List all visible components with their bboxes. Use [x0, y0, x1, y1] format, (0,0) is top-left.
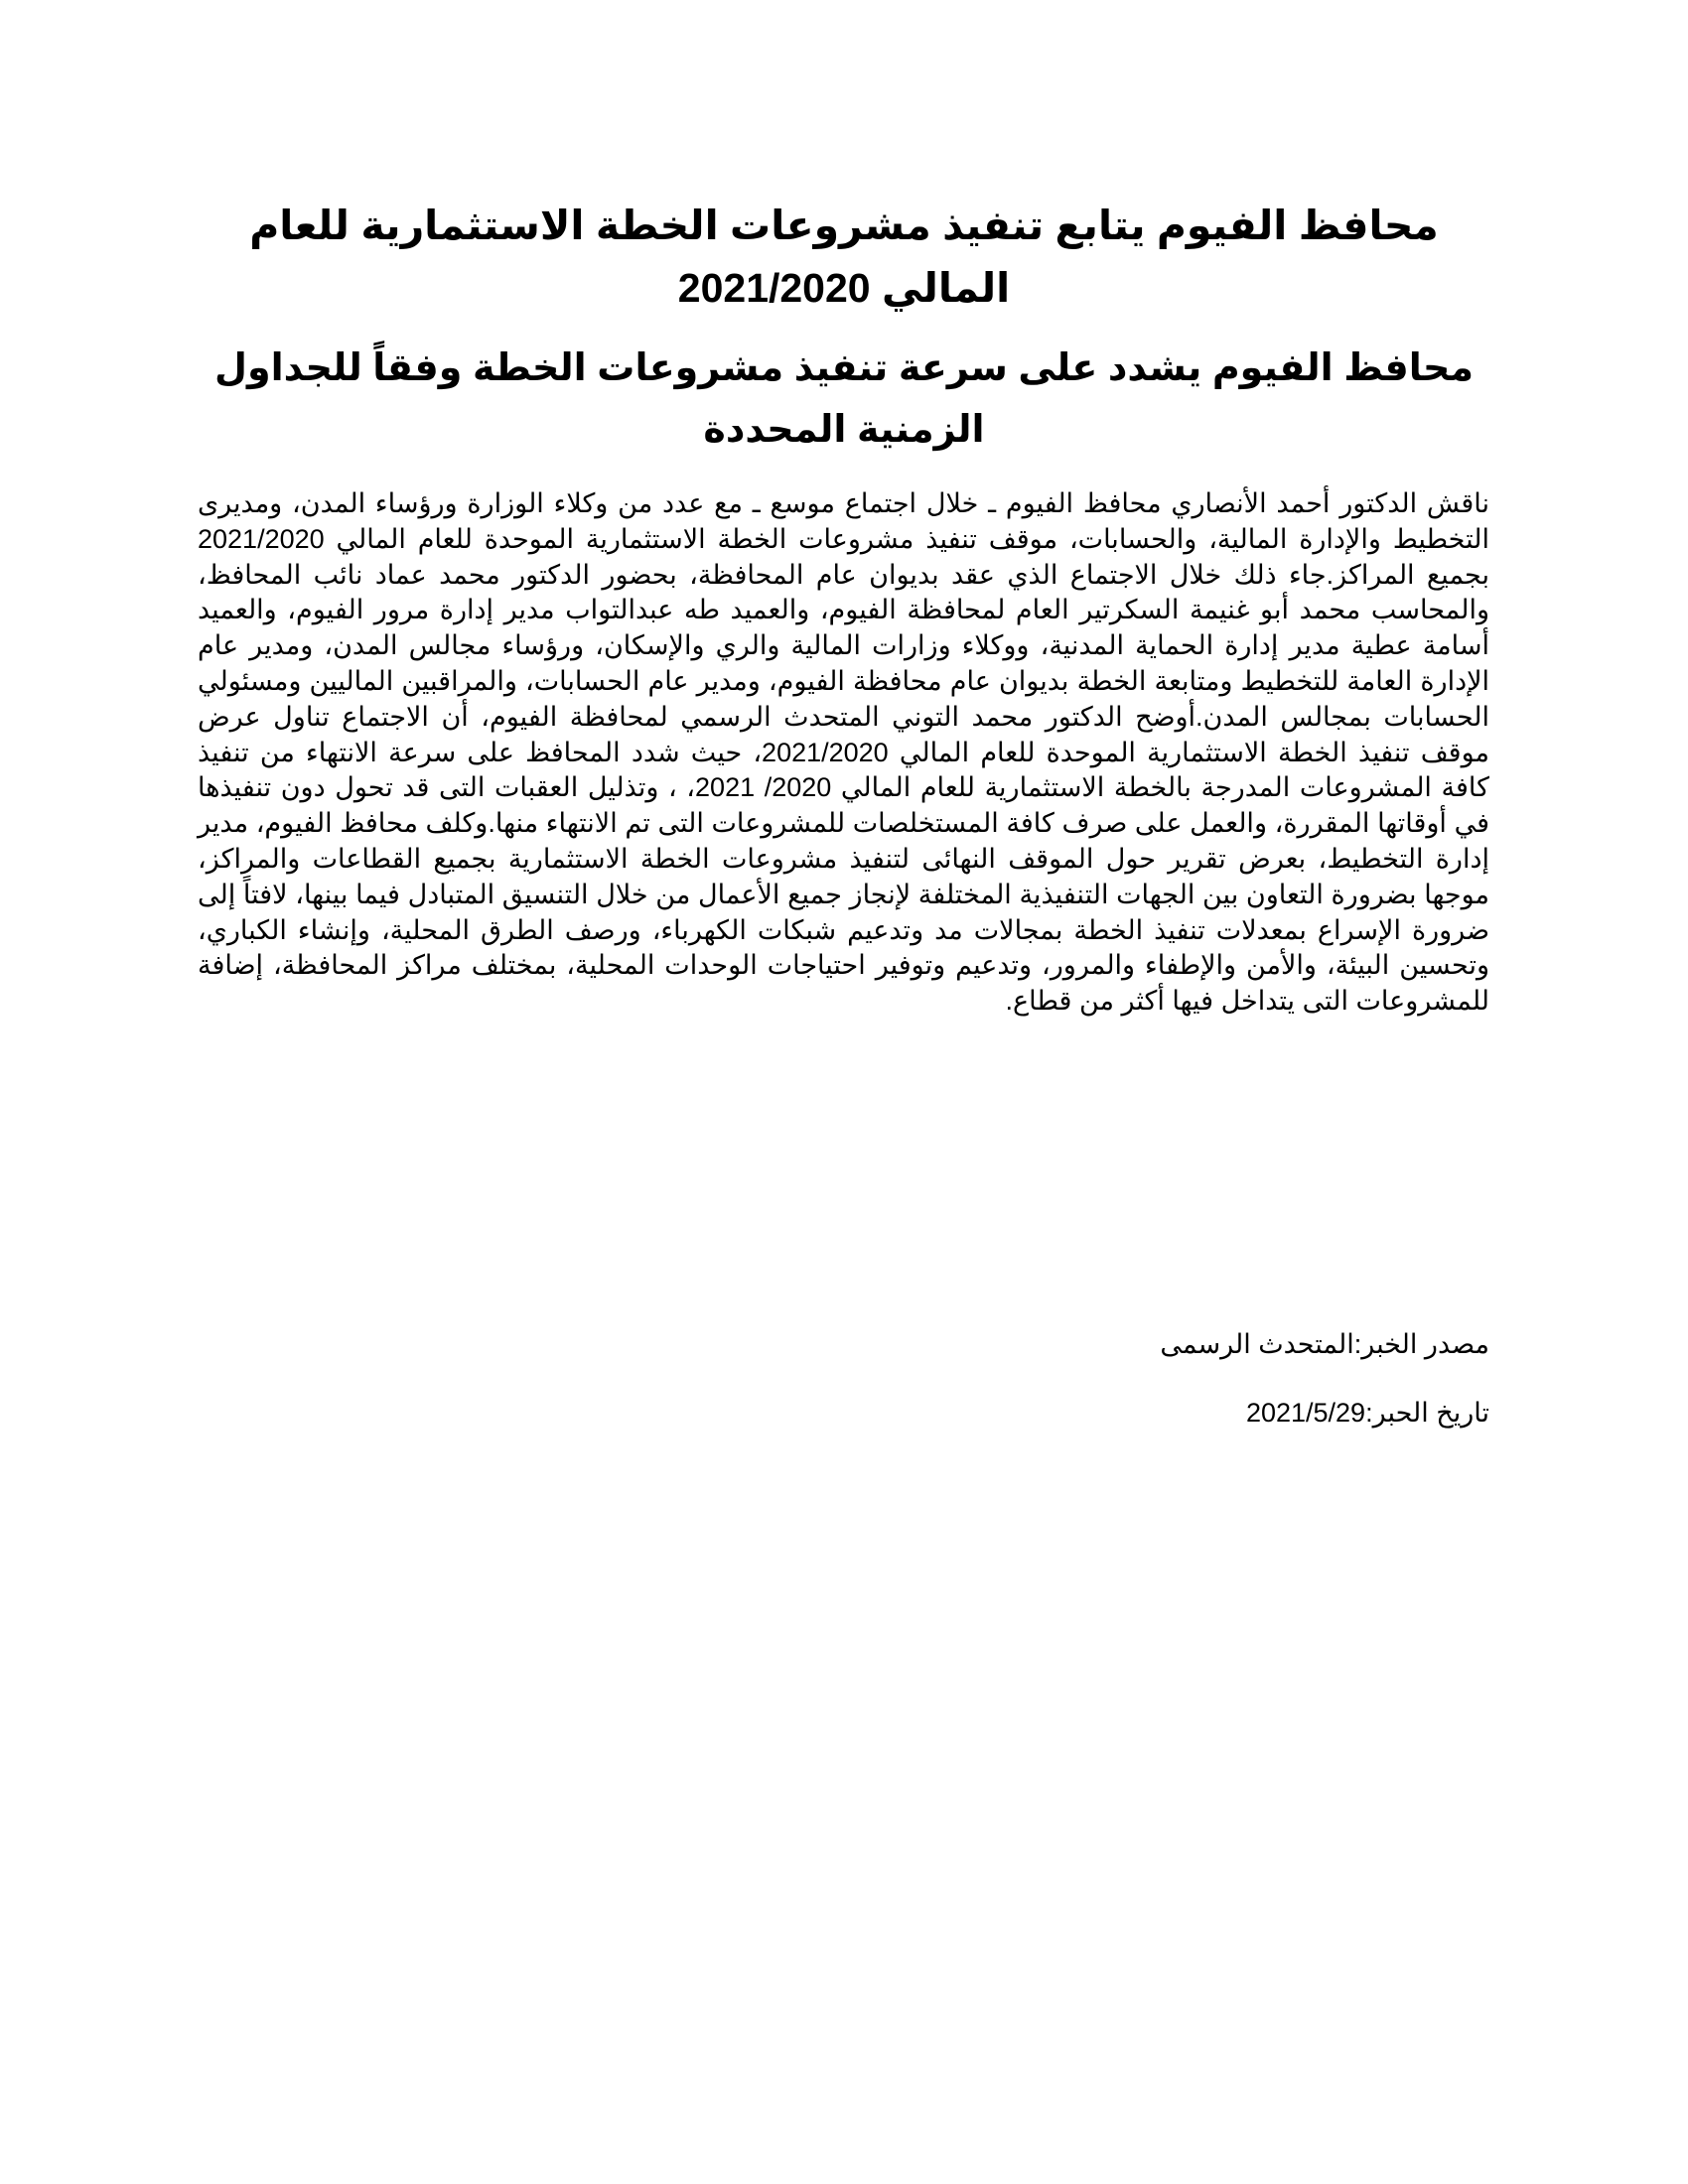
news-source: مصدر الخبر:المتحدث الرسمى: [1160, 1329, 1489, 1359]
document-title: محافظ الفيوم يتابع تنفيذ مشروعات الخطة الاستثمارية للعام المالي 2021/2020: [249, 203, 1439, 311]
article-body: ناقش الدكتور أحمد الأنصاري محافظ الفيوم ـ خلال اجتماع موسع ـ مع عدد من وكلاء الوزارة ورؤساء المدن، ومديرى التخطيط والإدارة المالية، والحسابات، موقف تنفيذ مشروعات الخطة الاستثمارية الموحدة للعام المالي 2021/2020 بجميع المراكز.جاء ذلك خلال الاجتماع الذي عقد بديوان عام المحافظة، بحضور الدكتور محمد عماد نائب المحافظ، والمحاسب محمد أبو غنيمة السكرتير العام لمحافظة الفيوم، والعميد طه عبدالتواب مدير إدارة مرور الفيوم، والعميد أسامة عطية مدير إدارة الحماية المدنية، ووكلاء وزارات المالية والري والإسكان، ورؤساء مجالس المدن، ومدير عام الإدارة العامة للتخطيط ومتابعة الخطة بديوان عام محافظة الفيوم، ومدير عام الحسابات، والمراقبين الماليين ومسئولي الحسابات بمجالس المدن.أوضح الدكتور محمد التوني المتحدث الرسمي لمحافظة الفيوم، أن الاجتماع تناول عرض موقف تنفيذ الخطة الاستثمارية الموحدة للعام المالي 2021/2020، حيث شدد المحافظ على سرعة الانتهاء من تنفيذ كافة المشروعات المدرجة بالخطة الاستثمارية للعام المالي 2020/ 2021، ، وتذليل العقبات التى قد تحول دون تنفيذها في أوقاتها المقررة، والعمل على صرف كافة المستخلصات للمشروعات التى تم الانتهاء منها.وكلف محافظ الفيوم، مدير إدارة التخطيط، بعرض تقرير حول الموقف النهائى لتنفيذ مشروعات الخطة الاستثمارية بجميع القطاعات والمراكز، موجها بضرورة التعاون بين الجهات التنفيذية المختلفة لإنجاز جميع الأعمال من خلال التنسيق المتبادل فيما بينها، لافتاً إلى ضرورة الإسراع بمعدلات تنفيذ الخطة بمجالات مد وتدعيم شبكات الكهرباء، ورصف الطرق المحلية، وإنشاء الكباري، وتحسين البيئة، والأمن والإطفاء والمرور، وتدعيم وتوفير احتياجات الوحدات المحلية، بمختلف مراكز المحافظة، إضافة للمشروعات التى يتداخل فيها أكثر من قطاع.: [198, 488, 1490, 1017]
news-date: تاريخ الحبر:2021/5/29: [1245, 1398, 1489, 1428]
document-subtitle: محافظ الفيوم يشدد على سرعة تنفيذ مشروعات الخطة وفقاً للجداول الزمنية المحددة: [214, 347, 1474, 451]
